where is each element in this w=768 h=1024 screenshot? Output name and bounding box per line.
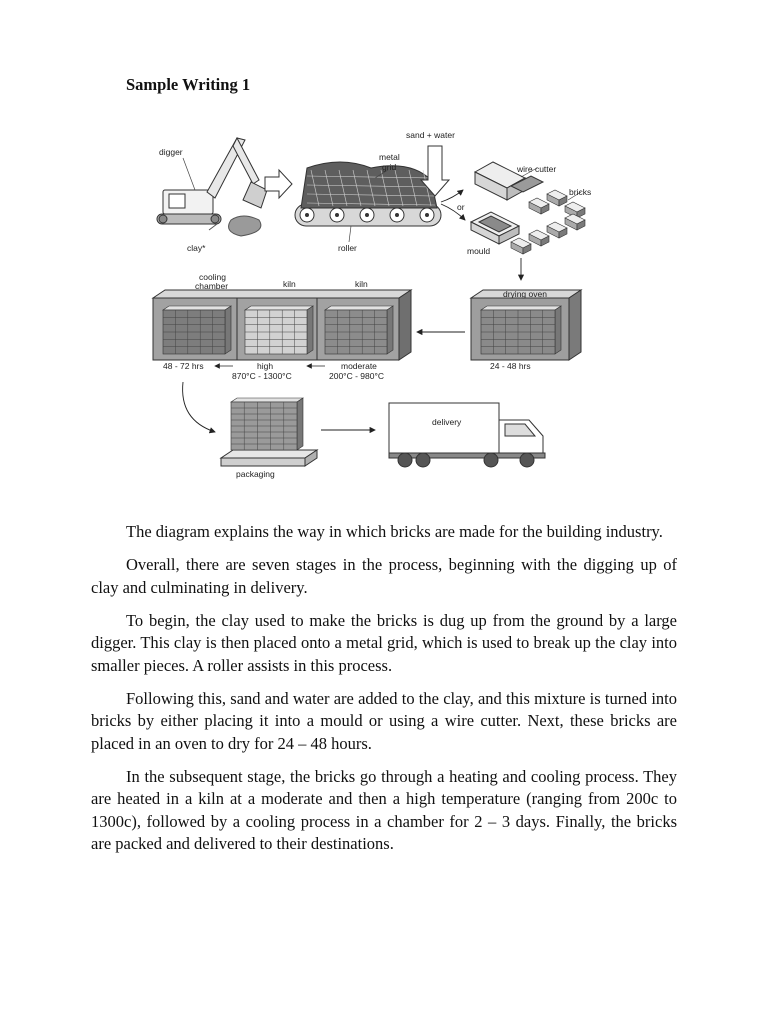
drying-oven xyxy=(471,290,581,360)
kiln-chamber xyxy=(153,290,411,360)
diagram-svg xyxy=(91,120,677,480)
label-roller: roller xyxy=(338,243,357,253)
arrow-digger-to-grid xyxy=(265,170,292,198)
roller-hub-1 xyxy=(305,213,309,217)
label-cooling-chamber-2: chamber xyxy=(195,281,229,291)
clay-heap xyxy=(229,216,261,236)
kiln-box-side xyxy=(399,290,411,360)
cooling-chamber-bricks xyxy=(163,306,231,354)
paragraph-stage-2: Following this, sand and water are added to the clay, and this mixture is turned into bricks by either placing it into a mould or using a wire cutter. Next, these bricks are placed in an oven to dry for 24 – 48 hours. xyxy=(91,688,677,753)
excavator-window xyxy=(169,194,185,208)
kiln-high-bricks-side xyxy=(307,306,313,354)
label-oven-time: 24 - 48 hrs xyxy=(490,361,531,371)
clay-leader-line xyxy=(209,224,217,230)
label-bricks: bricks xyxy=(569,187,592,197)
label-packaging: packaging xyxy=(236,469,275,479)
label-clay: clay* xyxy=(187,243,206,253)
label-cooling-time: 48 - 72 hrs xyxy=(163,361,204,371)
kiln-moderate-bricks-side xyxy=(387,306,393,354)
paragraph-intro: The diagram explains the way in which bricks are made for the building industry. xyxy=(126,522,663,541)
label-metal-grid-2: grid xyxy=(382,162,397,172)
label-sand-water: sand + water xyxy=(406,130,455,140)
label-or: or xyxy=(457,202,465,212)
roller-hub-5 xyxy=(425,213,429,217)
truck-wheel-2 xyxy=(416,453,430,467)
label-moderate: moderate xyxy=(341,361,377,371)
kiln-high-bricks xyxy=(245,306,313,354)
label-drying-oven: drying oven xyxy=(503,289,547,299)
roller-hub-4 xyxy=(395,213,399,217)
kiln-high-bricks-top xyxy=(245,306,313,310)
roller-conveyor xyxy=(295,162,441,226)
essay-body xyxy=(91,521,677,856)
label-delivery: delivery xyxy=(432,417,462,427)
oven-bricks-side xyxy=(555,306,561,354)
label-high: high xyxy=(257,361,274,371)
pallet-top xyxy=(221,450,317,458)
label-wire-cutter: wire cutter xyxy=(517,164,557,174)
label-kiln-moderate: kiln xyxy=(355,279,368,289)
mould-icon xyxy=(471,212,519,244)
label-kiln-high: kiln xyxy=(283,279,296,289)
pallet-bricks-top xyxy=(231,398,303,402)
cooling-chamber-bricks-top xyxy=(163,306,231,310)
label-cooling-chamber-1: cooling xyxy=(199,272,226,282)
excavator-wheel-1 xyxy=(159,215,167,223)
arrow-to-wire-cutter xyxy=(441,190,463,202)
label-digger: digger xyxy=(159,147,183,157)
paragraph-stage-1: To begin, the clay used to make the bricks is dug up from the ground by a large digger. This clay is then placed onto a metal grid, which is used to break up the clay into smaller pieces. A roller assists in this process. xyxy=(91,610,677,675)
kiln-box-top xyxy=(153,290,411,298)
kiln-moderate-bricks xyxy=(325,306,393,354)
truck-wheel-3 xyxy=(484,453,498,467)
pallet-front xyxy=(221,458,305,466)
digger-leader-line xyxy=(183,158,195,190)
label-high-temp: 870°C - 1300°C xyxy=(232,371,292,381)
kiln-moderate-bricks-top xyxy=(325,306,393,310)
oven-bricks-top xyxy=(481,306,561,310)
excavator-bucket xyxy=(243,182,267,208)
label-metal-grid-1: metal xyxy=(379,152,400,162)
drying-oven-side xyxy=(569,290,581,360)
truck-wheel-4 xyxy=(520,453,534,467)
paragraph-overview: Overall, there are seven stages in the process, beginning with the digging up of clay and culminating in delivery. xyxy=(91,555,677,597)
roller-hub-2 xyxy=(335,213,339,217)
oven-bricks xyxy=(481,306,561,354)
roller-leader-line xyxy=(349,226,351,242)
pallet-bricks-side xyxy=(297,398,303,450)
excavator-wheel-2 xyxy=(211,215,219,223)
label-mould: mould xyxy=(467,246,491,256)
truck-wheel-1 xyxy=(398,453,412,467)
packaging-pallet xyxy=(221,398,317,466)
cooling-chamber-bricks-side xyxy=(225,306,231,354)
arrow-to-packaging xyxy=(183,382,215,432)
truck-box xyxy=(389,403,499,453)
label-moderate-temp: 200°C - 980°C xyxy=(329,371,384,381)
delivery-truck-icon xyxy=(389,403,545,467)
pallet-bricks xyxy=(231,398,303,450)
paragraph-stage-3: In the subsequent stage, the bricks go through a heating and cooling process. They are heated in a kiln at a moderate and then a high temperature (ranging from 200c to 1300c), followed by a cooling process in a chamber for 2 – 3 days. Finally, the bricks are packed and delivered to their destinations. xyxy=(91,766,677,853)
brick-process-diagram xyxy=(91,120,677,480)
roller-hub-3 xyxy=(365,213,369,217)
page-heading: Sample Writing 1 xyxy=(126,75,251,94)
excavator-arm xyxy=(233,138,259,184)
